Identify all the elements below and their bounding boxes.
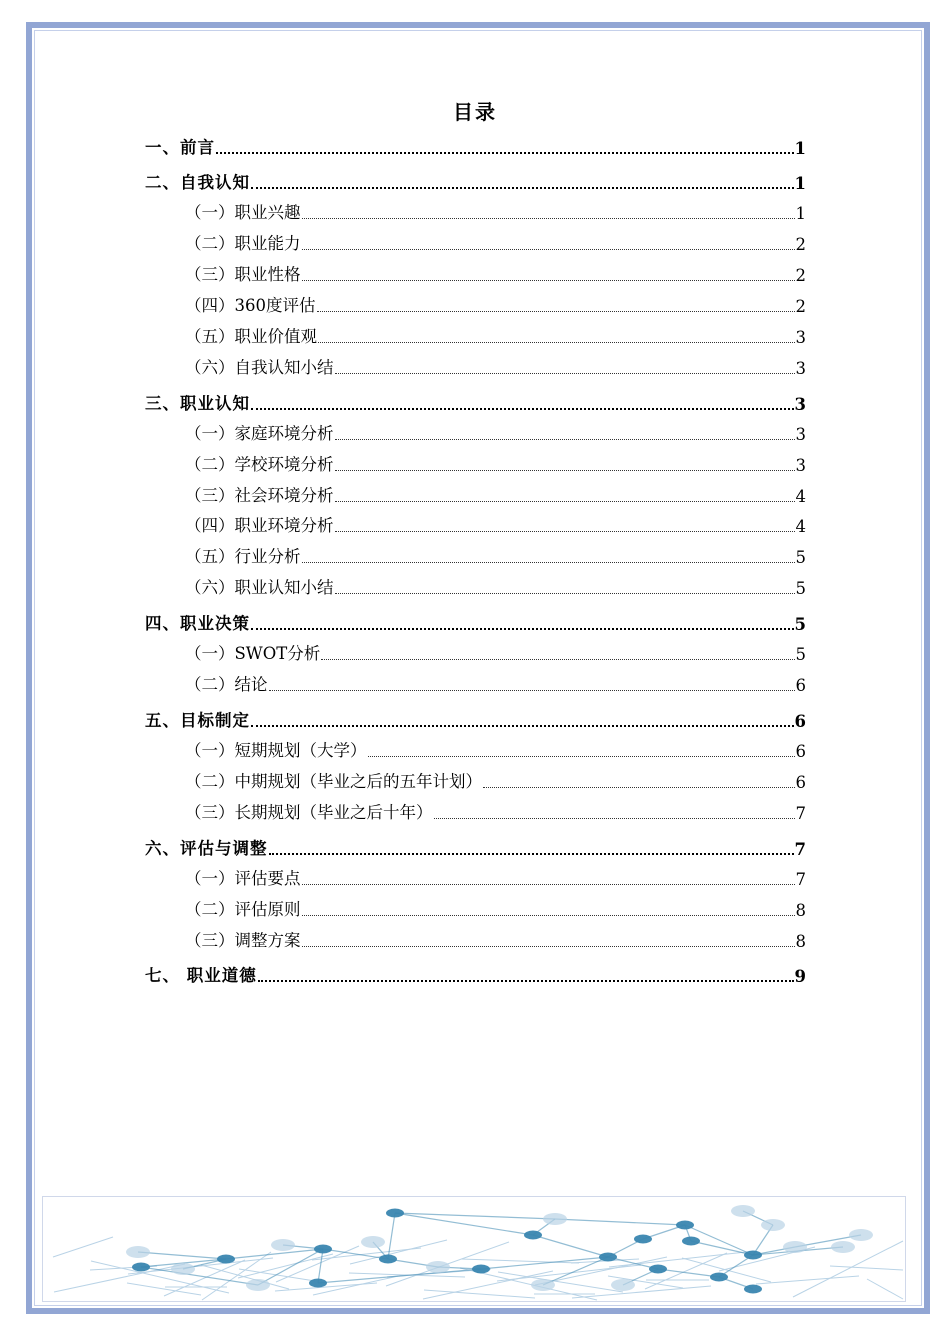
toc-entry-section[interactable] — [185, 865, 806, 889]
toc-entry-section[interactable] — [185, 261, 806, 285]
toc-entry-page-number: 6 — [795, 773, 806, 792]
mesh-line — [202, 1252, 271, 1300]
toc-dot-leader — [368, 756, 795, 757]
network-node — [246, 1279, 270, 1291]
toc-entry-page-number: 2 — [795, 266, 806, 285]
toc-dot-leader — [335, 531, 795, 532]
toc-entry-label: （六）自我认知小结 — [185, 358, 334, 377]
network-banner-decoration — [42, 1196, 906, 1302]
toc-entry-section[interactable] — [185, 451, 806, 475]
toc-entry-section[interactable] — [185, 671, 806, 695]
toc-entry-section[interactable] — [185, 199, 806, 223]
toc-dot-leader — [321, 659, 794, 660]
toc-entry-label: 四、职业决策 — [145, 614, 250, 633]
network-node — [309, 1279, 327, 1288]
toc-entry-section[interactable] — [185, 896, 806, 920]
toc-entry-label: （四）职业环境分析 — [185, 516, 334, 535]
toc-entry-page-number: 4 — [795, 487, 806, 506]
toc-entry-page-number: 1 — [794, 139, 806, 158]
network-node — [649, 1265, 667, 1274]
network-node — [599, 1253, 617, 1262]
network-node — [676, 1221, 694, 1230]
toc-entry-section[interactable] — [185, 292, 806, 316]
toc-dot-leader — [434, 818, 795, 819]
toc-entry-section[interactable] — [185, 420, 806, 444]
network-node — [361, 1236, 385, 1248]
toc-entry-chapter[interactable] — [145, 169, 806, 193]
toc-dot-leader — [302, 915, 795, 916]
toc-entry-page-number: 6 — [794, 712, 806, 731]
network-node — [831, 1241, 855, 1253]
mesh-line — [498, 1272, 623, 1292]
toc-dot-leader — [251, 408, 794, 410]
network-node — [744, 1285, 762, 1294]
toc-entry-label: （一）SWOT分析 — [185, 644, 321, 663]
toc-entry-label: （五）职业价值观 — [185, 327, 317, 346]
toc-entry-page-number: 1 — [795, 204, 806, 223]
toc-entry-page-number: 7 — [795, 804, 806, 823]
network-edge — [395, 1213, 555, 1219]
toc-entry-page-number: 5 — [795, 548, 806, 567]
network-node — [217, 1255, 235, 1264]
toc-entry-section[interactable] — [185, 354, 806, 378]
toc-entry-label: 一、前言 — [145, 138, 215, 157]
network-node — [849, 1229, 873, 1241]
toc-entry-page-number: 2 — [795, 297, 806, 316]
toc-entry-page-number: 3 — [795, 328, 806, 347]
toc-entry-page-number: 5 — [794, 615, 806, 634]
network-node — [682, 1237, 700, 1246]
toc-entry-page-number: 3 — [795, 456, 806, 475]
toc-dot-leader — [317, 311, 795, 312]
network-edge — [388, 1213, 395, 1259]
toc-entry-section[interactable] — [185, 768, 806, 792]
toc-entry-label: （三）长期规划（毕业之后十年） — [185, 803, 433, 822]
network-edge — [555, 1219, 685, 1225]
toc-entry-label: （三）调整方案 — [185, 931, 301, 950]
toc-dot-leader — [302, 946, 795, 947]
network-edge — [691, 1241, 753, 1255]
toc-dot-leader — [302, 280, 795, 281]
toc-entry-page-number: 1 — [794, 174, 806, 193]
toc-entry-page-number: 4 — [795, 517, 806, 536]
toc-entry-section[interactable] — [185, 640, 806, 664]
toc-dot-leader — [335, 373, 795, 374]
network-node — [171, 1263, 195, 1275]
toc-entry-page-number: 6 — [795, 676, 806, 695]
toc-entry-label: （一）短期规划（大学） — [185, 741, 367, 760]
network-node — [710, 1273, 728, 1282]
toc-dot-leader — [335, 593, 795, 594]
toc-entry-page-number: 7 — [794, 840, 806, 859]
toc-entry-page-number: 3 — [795, 425, 806, 444]
toc-entry-label: 五、目标制定 — [145, 711, 250, 730]
network-node — [314, 1245, 332, 1254]
toc-entry-section[interactable] — [185, 512, 806, 536]
toc-entry-chapter[interactable] — [145, 610, 806, 634]
mesh-line — [424, 1290, 535, 1298]
network-node — [731, 1205, 755, 1217]
toc-dot-leader — [251, 725, 794, 727]
toc-entry-label: （一）家庭环境分析 — [185, 424, 334, 443]
toc-dot-leader — [335, 439, 795, 440]
toc-entry-section[interactable] — [185, 799, 806, 823]
network-node — [271, 1239, 295, 1251]
network-graphic — [43, 1197, 905, 1301]
toc-entry-page-number: 8 — [795, 901, 806, 920]
toc-dot-leader — [302, 218, 795, 219]
network-node — [472, 1265, 490, 1274]
toc-entry-page-number: 5 — [795, 579, 806, 598]
network-edge — [481, 1257, 608, 1269]
toc-dot-leader — [269, 690, 795, 691]
toc-entry-label: （三）社会环境分析 — [185, 486, 334, 505]
mesh-line — [756, 1276, 859, 1284]
toc-entry-chapter[interactable] — [145, 707, 806, 731]
toc-entry-section[interactable] — [185, 927, 806, 951]
toc-dot-leader — [302, 884, 795, 885]
network-node — [783, 1241, 807, 1253]
network-edge — [395, 1213, 533, 1235]
toc-entry-section[interactable] — [185, 737, 806, 761]
toc-entry-label: （二）学校环境分析 — [185, 455, 334, 474]
network-edge — [533, 1235, 608, 1257]
toc-entry-label: 六、评估与调整 — [145, 839, 268, 858]
toc-dot-leader — [335, 470, 795, 471]
network-node — [524, 1231, 542, 1240]
network-edge — [138, 1252, 226, 1259]
toc-entry-label: （二）结论 — [185, 675, 268, 694]
toc-entry-chapter[interactable] — [145, 835, 806, 859]
network-edge — [318, 1249, 323, 1283]
toc-entry-chapter[interactable] — [145, 390, 806, 414]
network-node — [386, 1209, 404, 1218]
toc-entry-label: （二）中期规划（毕业之后的五年计划） — [185, 772, 482, 791]
toc-dot-leader — [216, 152, 794, 154]
toc-entry-label: （一）职业兴趣 — [185, 203, 301, 222]
toc-entry-page-number: 9 — [794, 967, 806, 986]
toc-entry-page-number: 2 — [795, 235, 806, 254]
mesh-line — [572, 1286, 711, 1298]
toc-entry-label: （六）职业认知小结 — [185, 578, 334, 597]
network-node — [379, 1255, 397, 1264]
toc-entry-label: 三、职业认知 — [145, 394, 250, 413]
toc-entry-section[interactable] — [185, 574, 806, 598]
toc-dot-leader — [251, 628, 794, 630]
toc-entry-label: （二）评估原则 — [185, 900, 301, 919]
toc-dot-leader — [318, 342, 795, 343]
toc-entry-label: 七、 职业道德 — [145, 966, 257, 985]
network-node — [761, 1219, 785, 1231]
mesh-line — [53, 1237, 113, 1257]
network-node — [744, 1251, 762, 1260]
toc-entry-page-number: 5 — [795, 645, 806, 664]
network-node — [126, 1246, 150, 1258]
toc-entry-page-number: 8 — [795, 932, 806, 951]
toc-dot-leader — [335, 501, 795, 502]
toc-dot-leader — [302, 249, 795, 250]
toc-entry-chapter[interactable] — [145, 134, 806, 158]
toc-entry-page-number: 6 — [795, 742, 806, 761]
network-node — [543, 1213, 567, 1225]
toc-entry-label: （二）职业能力 — [185, 234, 301, 253]
toc-entry-section[interactable] — [185, 543, 806, 567]
toc-entry-section[interactable] — [185, 230, 806, 254]
toc-entry-section[interactable] — [185, 323, 806, 347]
toc-entry-page-number: 3 — [795, 359, 806, 378]
toc-entry-label: （四）360度评估 — [185, 296, 316, 315]
mesh-line — [830, 1266, 903, 1270]
network-node — [132, 1263, 150, 1272]
toc-title: 目录 — [453, 100, 497, 124]
network-node — [634, 1235, 652, 1244]
toc-entry-label: （五）行业分析 — [185, 547, 301, 566]
mesh-line — [867, 1279, 903, 1299]
toc-dot-leader — [251, 187, 794, 189]
toc-entry-section[interactable] — [185, 482, 806, 506]
toc-entry-chapter[interactable] — [145, 962, 806, 986]
toc-entry-label: 二、自我认知 — [145, 173, 250, 192]
toc-dot-leader — [302, 562, 795, 563]
toc-entry-page-number: 3 — [794, 395, 806, 414]
toc-dot-leader — [269, 853, 794, 855]
toc-entry-label: （三）职业性格 — [185, 265, 301, 284]
toc-dot-leader — [483, 787, 795, 788]
toc-entry-page-number: 7 — [795, 870, 806, 889]
toc-entry-label: （一）评估要点 — [185, 869, 301, 888]
network-node — [426, 1261, 450, 1273]
network-node — [531, 1279, 555, 1291]
toc-dot-leader — [258, 980, 794, 982]
network-node — [611, 1279, 635, 1291]
